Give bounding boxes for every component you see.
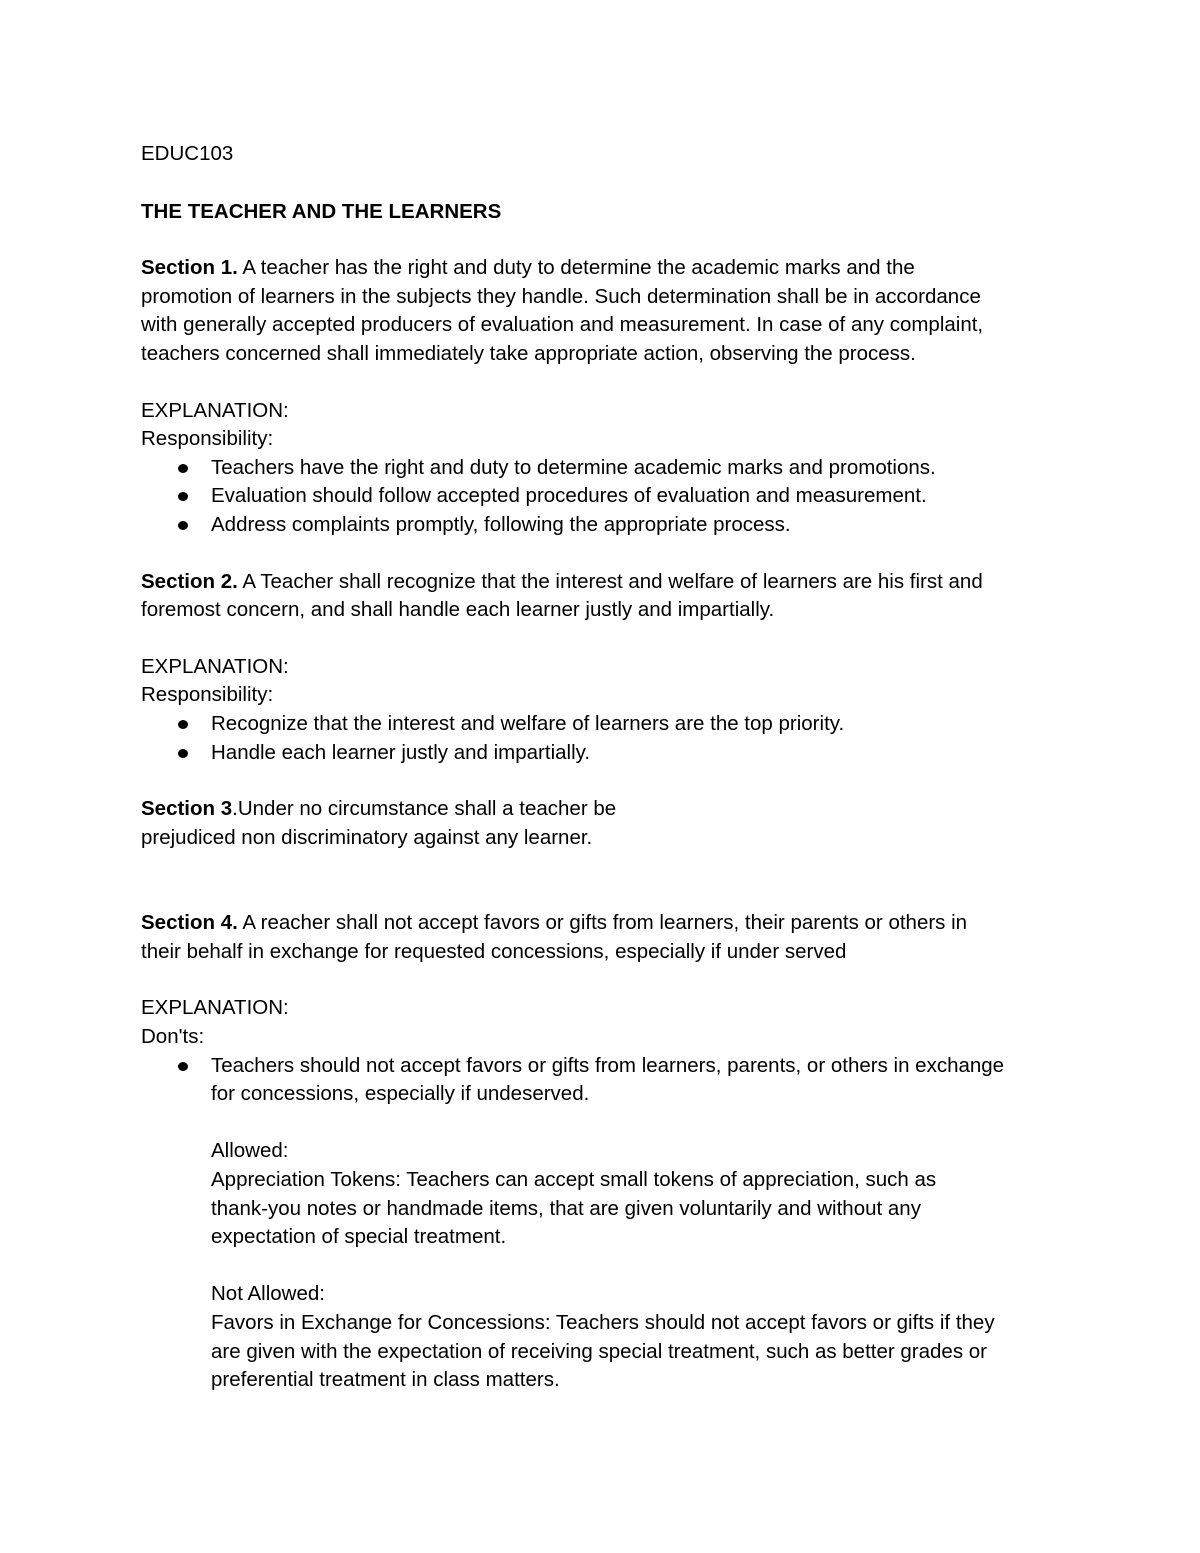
section-1-bullet-list	[141, 454, 1061, 540]
section-3	[141, 795, 1061, 852]
explanation-heading: EXPLANATION:	[141, 996, 289, 1020]
list-item-text: Address complaints promptly, following the appropriate process.	[211, 512, 791, 536]
section-2-bullet-list	[141, 710, 1061, 767]
list-item	[141, 710, 1061, 739]
spacer	[141, 852, 1061, 909]
section-2-text-2: foremost concern, and shall handle each learner justly and impartially.	[141, 598, 775, 622]
section-1-explanation	[141, 397, 1061, 540]
section-3-text-1: .Under no circumstance shall a teacher be	[232, 797, 617, 821]
section-2-line-1	[141, 568, 1061, 597]
bullet-icon	[178, 464, 188, 473]
section-1-label: Section 1.	[141, 256, 238, 280]
section-1-text-2: promotion of learners in the subjects they handle. Such determination shall be in accordance	[141, 284, 981, 308]
list-item-text: Recognize that the interest and welfare of learners are the top priority.	[211, 711, 845, 735]
not-allowed-text-1: Favors in Exchange for Concessions: Teachers should not accept favors or gifts if they	[211, 1311, 995, 1334]
section-4-label: Section 4.	[141, 911, 238, 935]
section-2-text-1: A Teacher shall recognize that the interest and welfare of learners are his first and	[237, 569, 983, 593]
bullet-icon	[178, 749, 188, 758]
list-item	[141, 739, 1061, 768]
bullet-icon	[178, 720, 188, 729]
explanation-heading: EXPLANATION:	[141, 654, 289, 678]
allowed-heading: Allowed:	[211, 1139, 289, 1163]
section-4-text-2: their behalf in exchange for requested concessions, especially if under served	[141, 939, 847, 963]
section-3-text-2: prejudiced non discriminatory against any learner.	[141, 825, 593, 849]
section-4-explanation	[141, 994, 1061, 1394]
section-4	[141, 909, 1061, 966]
spacer	[211, 1109, 1061, 1138]
list-item	[141, 511, 1061, 540]
explanation-subheading: Responsibility:	[141, 683, 274, 707]
allowed-text-3: expectation of special treatment.	[211, 1225, 507, 1249]
section-1-line-1	[141, 254, 1061, 283]
list-item	[141, 482, 1061, 511]
section-1-text-4: teachers concerned shall immediately take appropriate action, observing the process.	[141, 341, 916, 365]
not-allowed-heading: Not Allowed:	[211, 1282, 325, 1306]
explanation-heading: EXPLANATION:	[141, 398, 289, 422]
section-1	[141, 254, 1061, 368]
spacer	[211, 1252, 1061, 1281]
list-item-text-line-1: Teachers should not accept favors or gifts from learners, parents, or others in exchange	[211, 1053, 1005, 1077]
not-allowed-text-3: preferential treatment in class matters.	[211, 1368, 560, 1392]
list-item-text: Evaluation should follow accepted procedures of evaluation and measurement.	[211, 484, 927, 508]
section-3-line-1	[141, 795, 1061, 824]
allowed-text-2: thank-you notes or handmade items, that are given voluntarily and without any	[211, 1196, 921, 1220]
list-item	[141, 1052, 1061, 1395]
section-1-text-1: A teacher has the right and duty to determine the academic marks and the	[237, 256, 915, 280]
section-4-bullet-list	[141, 1052, 1061, 1395]
section-2-label: Section 2.	[141, 569, 238, 593]
bullet-icon	[178, 521, 188, 530]
list-item-text: Handle each learner justly and impartially.	[211, 740, 591, 764]
course-code: EDUC103	[141, 142, 234, 165]
document-page	[141, 140, 1061, 1395]
section-4-text-1: A reacher shall not accept favors or gifts from learners, their parents or others in	[237, 911, 968, 935]
explanation-subheading: Responsibility:	[141, 427, 274, 451]
section-1-text-3: with generally accepted producers of evaluation and measurement. In case of any complaint,	[141, 313, 984, 337]
document-title: THE TEACHER AND THE LEARNERS	[141, 199, 502, 223]
section-2-explanation	[141, 653, 1061, 767]
bullet-icon	[178, 492, 188, 501]
not-allowed-text-2: are given with the expectation of receiving special treatment, such as better grades or	[211, 1339, 988, 1363]
section-2	[141, 568, 1061, 625]
explanation-subheading: Don'ts:	[141, 1025, 205, 1049]
list-item-text: Teachers have the right and duty to determine academic marks and promotions.	[211, 455, 936, 479]
allowed-text-1: Appreciation Tokens: Teachers can accept small tokens of appreciation, such as	[211, 1168, 937, 1192]
section-3-label: Section 3	[141, 797, 233, 821]
bullet-icon	[178, 1062, 188, 1071]
list-item	[141, 454, 1061, 483]
section-4-line-1	[141, 909, 1061, 938]
list-item-text-line-2: for concessions, especially if undeserved.	[211, 1082, 590, 1106]
